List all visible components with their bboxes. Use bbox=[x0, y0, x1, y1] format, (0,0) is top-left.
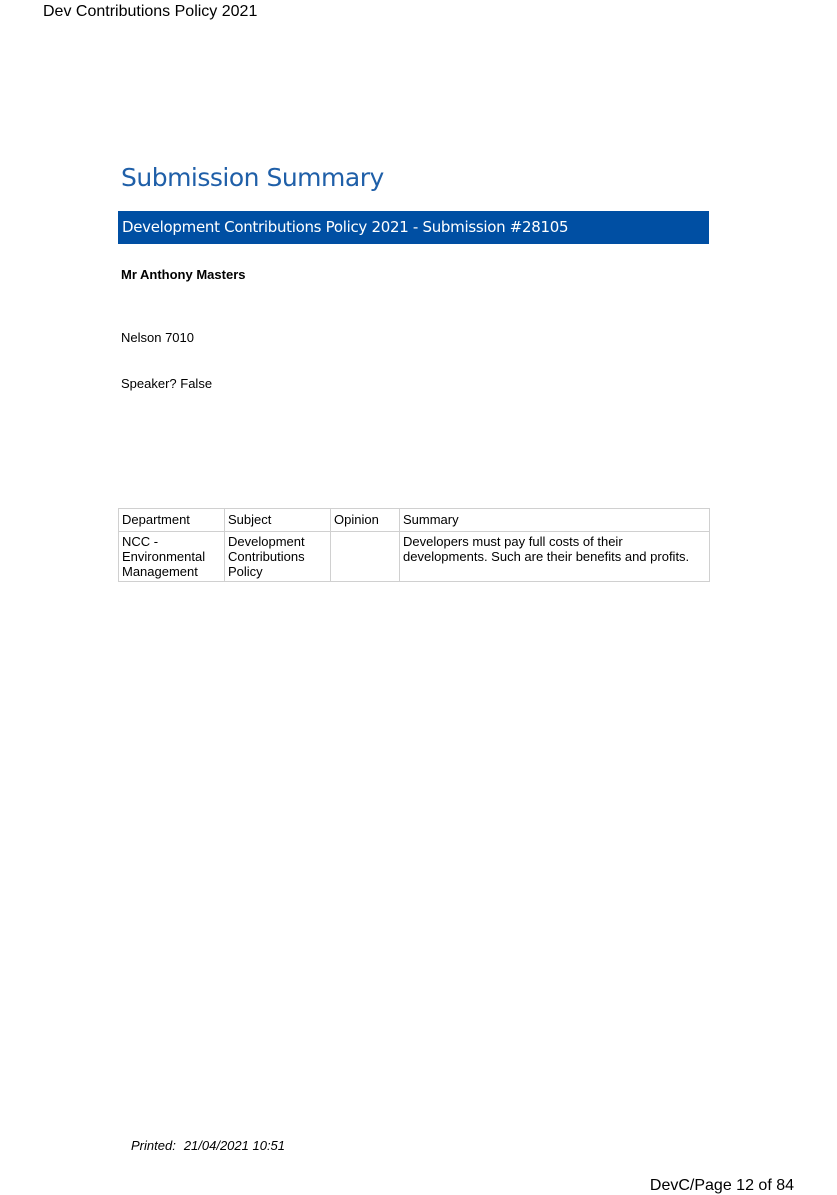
cell-department: NCC - Environmental Management bbox=[119, 532, 225, 582]
cell-subject: Development Contributions Policy bbox=[225, 532, 331, 582]
submission-table bbox=[118, 508, 710, 582]
column-header-opinion: Opinion bbox=[331, 509, 400, 532]
cell-summary: Developers must pay full costs of their developments. Such are their benefits and profits. bbox=[400, 532, 710, 582]
column-header-summary: Summary bbox=[400, 509, 710, 532]
table-row bbox=[119, 532, 710, 582]
cell-opinion bbox=[331, 532, 400, 582]
submission-title-bar: Development Contributions Policy 2021 - Submission #28105 bbox=[118, 211, 709, 244]
column-header-subject: Subject bbox=[225, 509, 331, 532]
document-header-title: Dev Contributions Policy 2021 bbox=[43, 3, 258, 20]
printed-timestamp bbox=[131, 1138, 285, 1153]
column-header-department: Department bbox=[119, 509, 225, 532]
page-number: DevC/Page 12 of 84 bbox=[649, 1177, 794, 1194]
page-title: Submission Summary bbox=[121, 163, 384, 192]
printed-value: 21/04/2021 10:51 bbox=[183, 1138, 286, 1153]
printed-label: Printed: bbox=[131, 1138, 176, 1153]
submitter-address: Nelson 7010 bbox=[121, 330, 194, 345]
speaker-status: Speaker? False bbox=[121, 376, 213, 391]
table-header-row bbox=[119, 509, 710, 532]
submitter-name: Mr Anthony Masters bbox=[121, 267, 246, 282]
